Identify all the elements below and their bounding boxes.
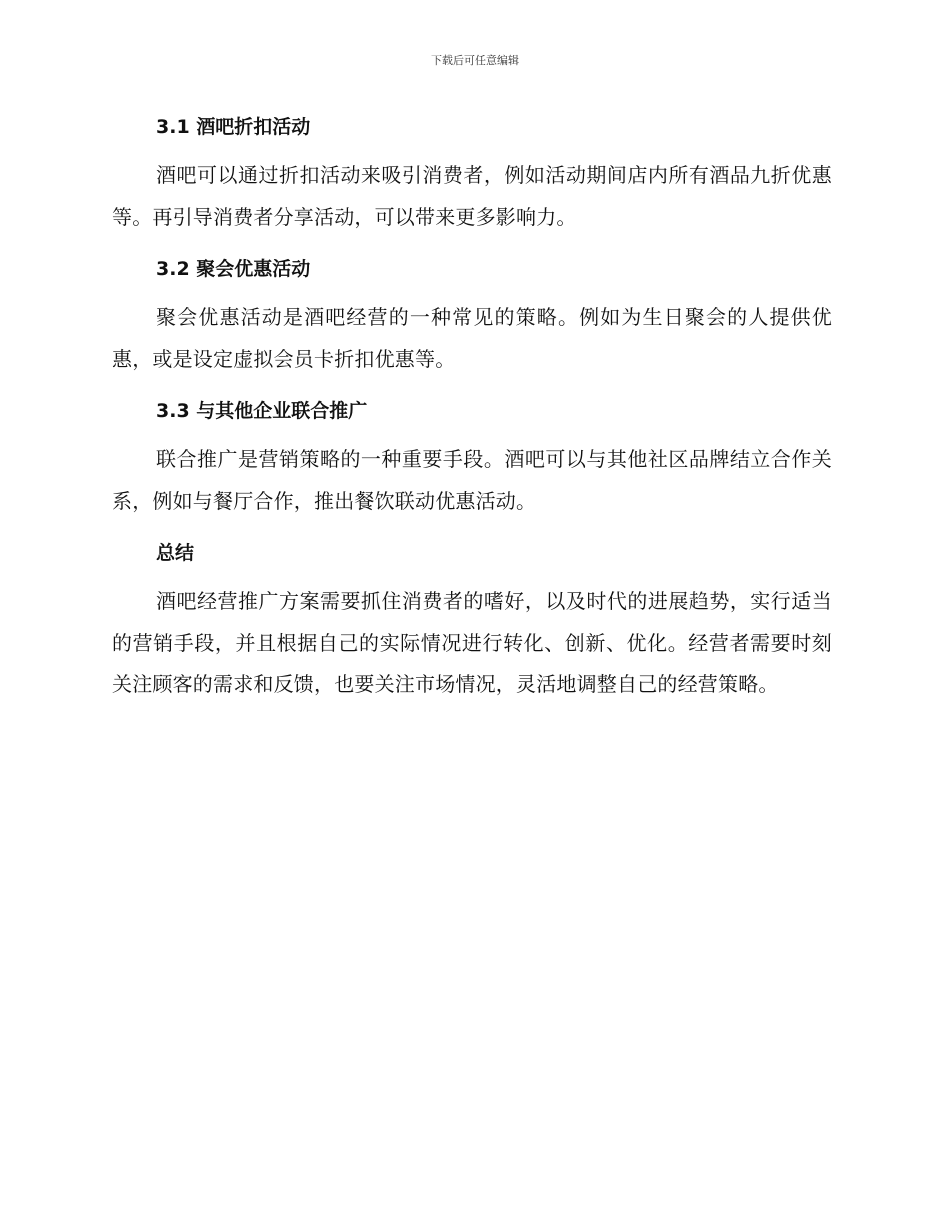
section-heading-joint-promotion: 3.3 与其他企业联合推广	[156, 400, 368, 422]
section-paragraph-joint-promotion: 联合推广是营销策略的一种重要手段。酒吧可以与其他社区品牌结立合作关系，例如与餐厅合作，推出餐饮联动优惠活动。	[112, 447, 832, 513]
section-heading-summary: 总结	[156, 542, 195, 564]
section-paragraph-summary: 酒吧经营推广方案需要抓住消费者的嗜好，以及时代的进展趋势，实行适当的营销手段，并且根据自己的实际情况进行转化、创新、优化。经营者需要时刻关注顾客的需求和反馈，也要关注市场情况，灵活地调整自己的经营策略。	[112, 589, 832, 696]
section-heading-party: 3.2 聚会优惠活动	[156, 258, 311, 280]
section-paragraph-discount: 酒吧可以通过折扣活动来吸引消费者，例如活动期间店内所有酒品九折优惠等。再引导消费者分享活动，可以带来更多影响力。	[112, 163, 832, 229]
section-heading-discount: 3.1 酒吧折扣活动	[156, 116, 311, 138]
section-paragraph-party: 聚会优惠活动是酒吧经营的一种常见的策略。例如为生日聚会的人提供优惠，或是设定虚拟会员卡折扣优惠等。	[112, 305, 832, 371]
document-body	[112, 108, 832, 706]
page-header: 下载后可任意编辑	[431, 54, 519, 67]
